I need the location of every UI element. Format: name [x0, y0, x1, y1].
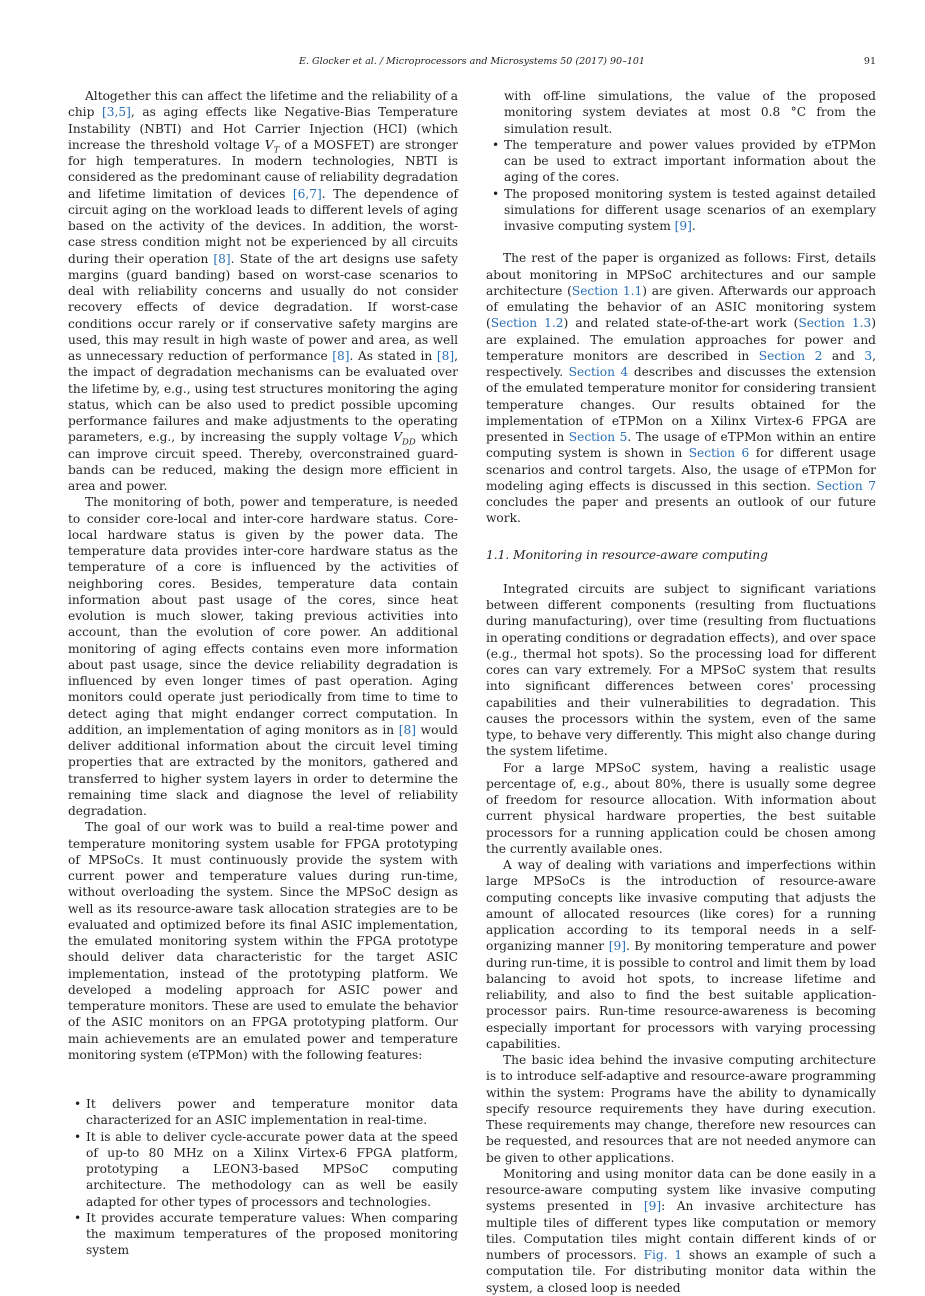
- text: , respectively.: [486, 348, 876, 379]
- math-symbol: V: [393, 430, 402, 445]
- left-column: [68, 88, 458, 1259]
- list-item: • It is able to deliver cycle-accurate power data at the speed of up-to 80 MHz on a Xilinx Virtex-6 FPGA platform, prototyping a LEON3-based MPSoC computing architecture. The methodology can as well be easily adapted for other types of processors and technologies.: [68, 1129, 458, 1210]
- text: : An invasive architecture has multiple tiles of different types like computation or memory tiles. Computation tiles might contain different kinds of or numbers of processors.: [486, 1199, 876, 1262]
- text: . The usage of eTPMon within an entire computing system is shown in: [486, 430, 876, 461]
- text: shows an example of such a computation tile. For distributing monitor data within the system, a closed loop is needed: [486, 1248, 876, 1295]
- citation-link[interactable]: [8]: [213, 251, 231, 266]
- text: A way of dealing with variations and imperfections within large MPSoCs is the introduction of resource-aware computing concepts like invasive computing that adjusts the amount of allocated resources (like cores) for a running application according to its temporal needs in a self-organizing manner: [486, 858, 876, 954]
- text: . As stated in: [349, 349, 437, 363]
- text: ) are given. Afterwards our approach of emulating the behavior of an ASIC monitoring system (: [486, 283, 876, 331]
- text: of a MOSFET) are stronger for high temperatures. In modern technologies, NBTI is considered as the predominant cause of reliability degradation and lifetime limitation of devices: [68, 137, 458, 201]
- text: The proposed monitoring system is tested against detailed simulations for different usage scenarios of an exemplary invasive computing system: [504, 186, 876, 233]
- page-number: 91: [863, 56, 876, 67]
- section-link[interactable]: Section 1.1: [571, 283, 643, 298]
- citation-link[interactable]: [8]: [436, 349, 455, 363]
- paragraph-variations: Integrated circuits are subject to significant variations between different components (resulting from fluctuations during manufacturing), over time (resulting from fluctuations in operating conditions or degradation effects), and over space (e.g., thermal hot spots). So the processing load for different cores can vary extremely. For a MPSoC system that results into significant differences between cores' processing capabilities and their vulnerabilities to degradation. This causes the processors within the system, even of the same type, to behave very differently. This might also change during the system lifetime.: [486, 581, 876, 759]
- citation-link[interactable]: [6,7]: [292, 186, 322, 201]
- citation-link[interactable]: [8]: [332, 349, 350, 363]
- section-link[interactable]: Section 1.2: [490, 316, 564, 331]
- citation-link[interactable]: [3,5]: [101, 105, 131, 120]
- section-link[interactable]: Section 7: [816, 478, 877, 493]
- figure-link[interactable]: Fig. 1: [643, 1248, 683, 1262]
- text: which can improve circuit speed. Thereby, overconstrained guard-bands can be reduced, making the design more efficient in area and power.: [68, 430, 458, 493]
- paragraph-outline: [486, 250, 876, 526]
- text: . State of the art designs use safety margins (guard banding) based on worst-case scenarios to deal with reliability concerns and usually do not consider recovery effects of device degradation. If worst-case conditions occur rarely or if conservative safety margins are used, this may result in high waste of power and area, as well as unnecessary reduction of performance: [68, 251, 458, 363]
- text: concludes the paper and presents an outlook of our future work.: [486, 495, 876, 526]
- text: and: [822, 348, 865, 363]
- running-header: [68, 56, 876, 70]
- paragraph-invasive-idea: The basic idea behind the invasive computing architecture is to introduce self-adaptive and resource-aware programming within the system: Programs have the ability to dynamically specify resource requirements they have during execution. These requirements may change, therefore new resources can be requested, and resources that are not needed anymore can be given to other applications.: [486, 1053, 876, 1165]
- paragraph-monitoring: [68, 494, 458, 819]
- list-item: • It delivers power and temperature monitor data characterized for an ASIC implementation in real-time.: [68, 1096, 458, 1129]
- text: , as aging effects like Negative-Bias Temperature Instability (NBTI) and Hot Carrier Injection (HCI) (which increase the threshold voltage: [68, 105, 459, 152]
- citation-link[interactable]: [8]: [398, 722, 417, 737]
- paragraph-monitor-data: [486, 1166, 876, 1296]
- list-item: [486, 186, 876, 235]
- features-list-continued: [486, 137, 876, 235]
- text: ) and related state-of-the-art work (: [563, 316, 799, 331]
- spacer: [486, 234, 876, 250]
- paragraph-aging: [68, 88, 458, 494]
- text: describes and discusses the extension of the emulated temperature monitor for considering transient temperature changes. Our results obtained for the implementation of eTPMon on a Xilinx Virtex-6 FPGA are presented in: [486, 365, 877, 444]
- paragraph-resource-aware: [486, 857, 876, 1052]
- paragraph-large-mpsoc: For a large MPSoC system, having a realistic usage percentage of, e.g., about 80%, there is usually some degree of freedom for resource allocation. With information about current physical hardware properties, the best suitable processors for a running application could be chosen among the currently available ones.: [486, 760, 876, 856]
- text: for different usage scenarios and control targets. Also, the usage of eTPMon for modeling aging effects is discussed in this section.: [486, 446, 876, 493]
- list-item: • The temperature and power values provided by eTPMon can be used to extract important information about the aging of the cores.: [486, 137, 876, 186]
- citation-link[interactable]: [9]: [643, 1199, 662, 1214]
- section-heading: 1.1. Monitoring in resource-aware computing: [486, 547, 768, 562]
- journal-reference: E. Glocker et al. / Microprocessors and Microsystems 50 (2017) 90–101: [299, 56, 645, 67]
- features-list: [68, 1096, 458, 1259]
- right-column: [486, 88, 876, 1296]
- section-link[interactable]: 3: [864, 348, 873, 363]
- section-link[interactable]: Section 4: [568, 365, 629, 379]
- text: ) are explained. The emulation approaches for power and temperature monitors are described in: [486, 316, 876, 363]
- text: . The dependence of circuit aging on the workload leads to different levels of aging based on the activity of the devices. In addition, the worst-case stress condition might not be experienced by all circuits during their operation: [68, 186, 458, 266]
- text: , the impact of degradation mechanisms can be evaluated over the lifetime by, e.g., using test structures monitoring the aging status, which can be also used to predict possible upcoming performance failures and make adjustments to the operating parameters, e.g., by increasing the supply voltage: [68, 349, 458, 445]
- text: Monitoring and using monitor data can be done easily in a resource-aware computing system like invasive computing systems presented in: [486, 1166, 876, 1214]
- section-link[interactable]: Section 1.3: [798, 316, 872, 331]
- section-link[interactable]: Section 2: [758, 348, 823, 363]
- section-link[interactable]: Section 5: [568, 430, 628, 444]
- math-subscript: T: [273, 145, 280, 156]
- citation-link[interactable]: [9]: [674, 219, 692, 233]
- math-subscript: DD: [402, 437, 416, 448]
- text: would deliver additional information about the circuit level timing properties that are extracted by the monitors, gathered and transferred to higher system layers in order to determine the remaining time slack and diagnose the level of reliability degradation.: [68, 722, 458, 818]
- section-link[interactable]: Section 6: [688, 446, 750, 461]
- text: Altogether this can affect the lifetime and the reliability of a chip: [68, 89, 458, 120]
- list-item-continuation: with off-line simulations, the value of the proposed monitoring system deviates at most 0.8 °C from the simulation result.: [504, 89, 876, 136]
- citation-link[interactable]: [9]: [608, 939, 626, 954]
- paragraph-goal: The goal of our work was to build a real-time power and temperature monitoring system usable for FPGA prototyping of MPSoCs. It must continuously provide the system with current power and temperature values during run-time, without overloading the system. Since the MPSoC design as well as its resource-aware task allocation strategies are to be evaluated and optimized before its final ASIC implementation, the emulated monitoring system within the FPGA prototype should deliver data characteristic for the target ASIC implementation, instead of the prototyping platform. We developed a modeling approach for ASIC power and temperature monitors. These are used to emulate the behavior of the ASIC monitors on an FPGA prototyping platform. Our main achievements are an emulated power and temperature monitoring system (eTPMon) with the following features:: [68, 820, 458, 1062]
- math-symbol: V: [264, 137, 274, 152]
- text: .: [691, 219, 696, 233]
- text: The monitoring of both, power and temperature, is needed to consider core-local and inter-core hardware status. Core-local hardware status is given by the power data. The temperature data provides inter-core hardware status as the temperature of a core is influenced by the activities of neighboring cores. Besides, temperature data contain information about past usage of the cores, since heat evolution is much slower, taking previous activities into account, than the evolution of core power. An additional monitoring of aging effects contains even more information about past usage, since the device reliability degradation is influenced by even longer times of past operation. Aging monitors could operate just periodically from time to time to detect aging that might endanger correct computation. In addition, an implementation of aging monitors as in: [68, 495, 458, 737]
- text: The rest of the paper is organized as follows: First, details about monitoring in MPSoC architectures and our sample architecture (: [486, 251, 876, 298]
- text: . By monitoring temperature and power during run-time, it is possible to control and limit them by load balancing to avoid hot spots, to increase lifetime and reliability, and also to find the best suitable application-processor pairs. Run-time resource-awareness is becoming especially important for processors with varying processing capabilities.: [486, 939, 876, 1051]
- list-item: • It provides accurate temperature values: When comparing the maximum temperatures of the proposed monitoring system: [68, 1210, 458, 1259]
- spacer: [68, 1063, 458, 1096]
